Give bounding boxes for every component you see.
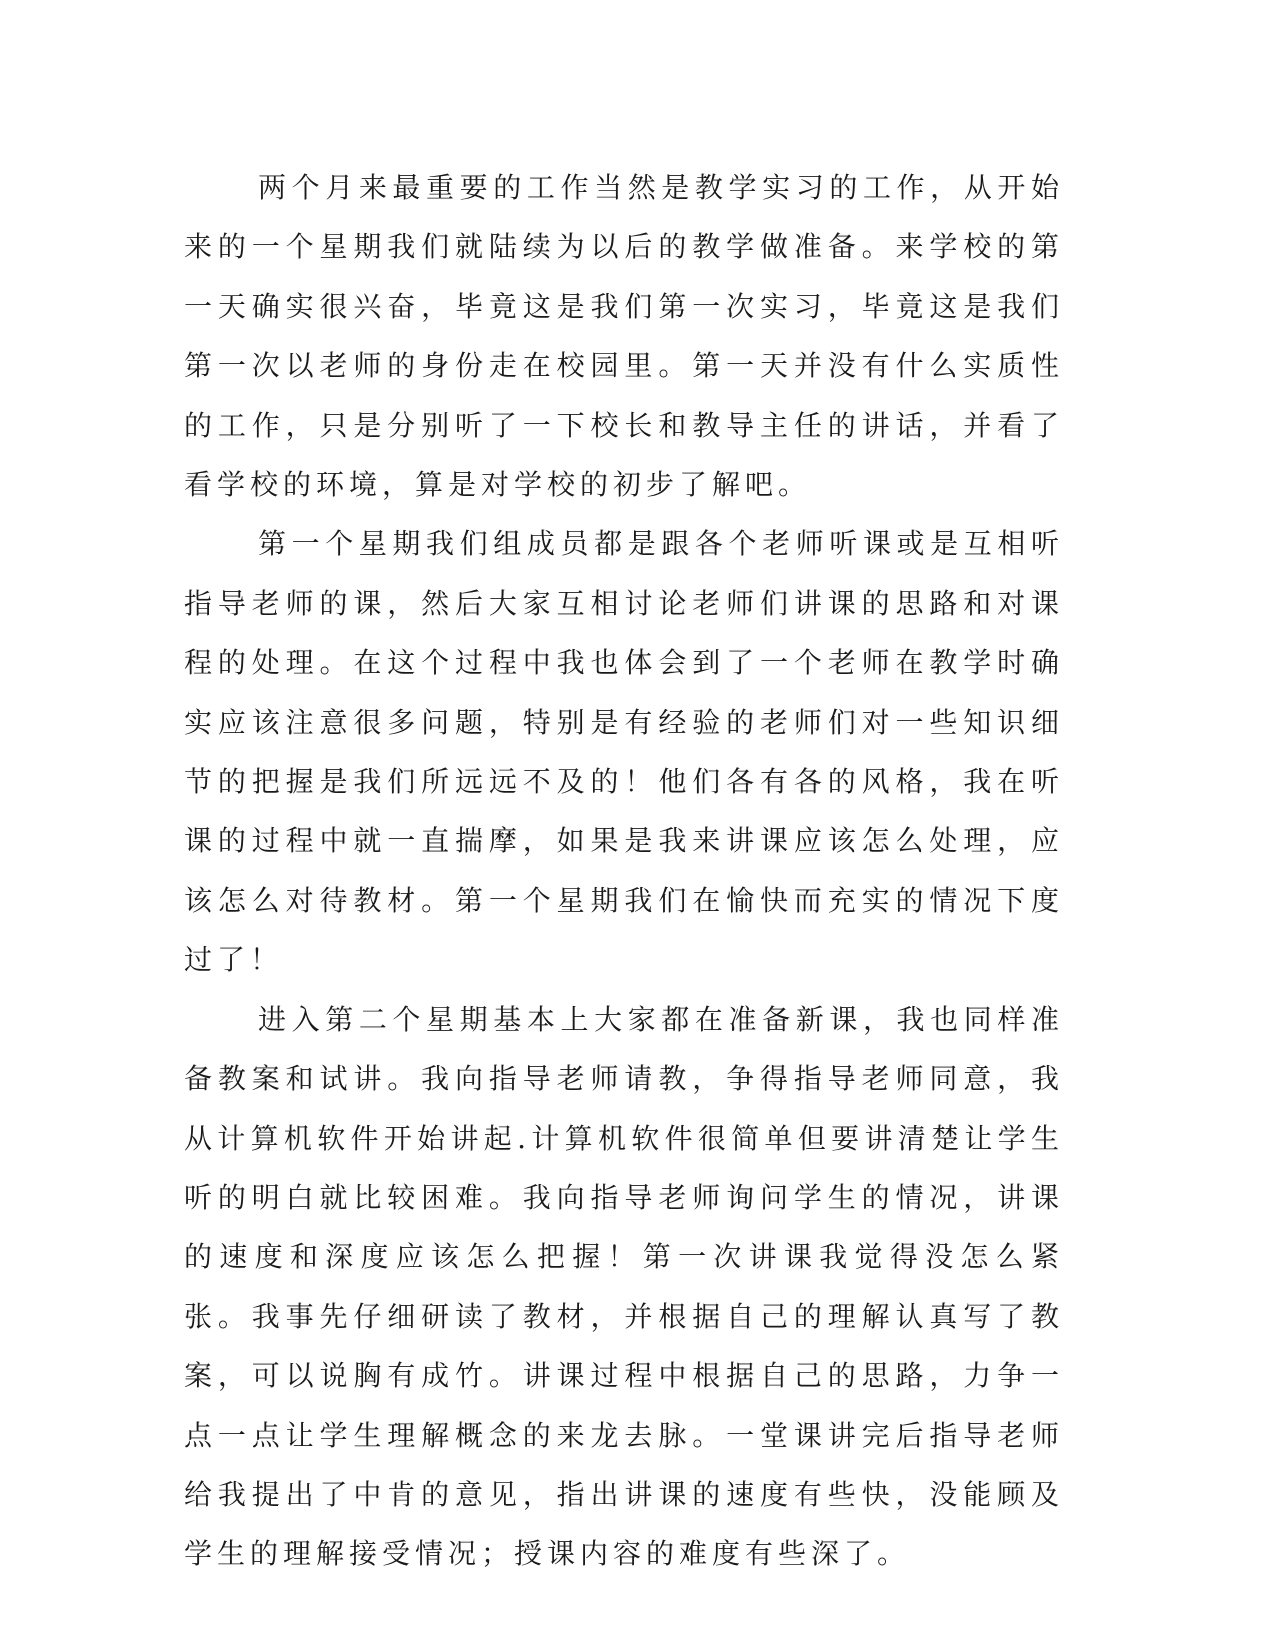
paragraph: 第一个星期我们组成员都是跟各个老师听课或是互相听指导老师的课，然后大家互相讨论老师们讲课的思路和对课程的处理。在这个过程中我也体会到了一个老师在教学时确实应该注意很多问题，特别是有经验的老师们对一些知识细节的把握是我们所远远不及的！他们各有各的风格，我在听课的过程中就一直揣摩，如果是我来讲课应该怎么处理，应该怎么对待教材。第一个星期我们在愉快而充实的情况下度过了！ xyxy=(184,527,1064,977)
document-body xyxy=(184,158,1064,1584)
paragraph: 进入第二个星期基本上大家都在准备新课，我也同样准备教案和试讲。我向指导老师请教，争得指导老师同意，我从计算机软件开始讲起.计算机软件很简单但要讲清楚让学生听的明白就比较困难。我向指导老师询问学生的情况，讲课的速度和深度应该怎么把握！第一次讲课我觉得没怎么紧张。我事先仔细研读了教材，并根据自己的理解认真写了教案，可以说胸有成竹。讲课过程中根据自己的思路，力争一点一点让学生理解概念的来龙去脉。一堂课讲完后指导老师给我提出了中肯的意见，指出讲课的速度有些快，没能顾及学生的理解接受情况；授课内容的难度有些深了。 xyxy=(184,1002,1064,1571)
paragraph: 两个月来最重要的工作当然是教学实习的工作，从开始来的一个星期我们就陆续为以后的教学做准备。来学校的第一天确实很兴奋，毕竟这是我们第一次实习，毕竟这是我们第一次以老师的身份走在校园里。第一天并没有什么实质性的工作，只是分别听了一下校长和教导主任的讲话，并看了看学校的环境，算是对学校的初步了解吧。 xyxy=(184,171,1064,502)
